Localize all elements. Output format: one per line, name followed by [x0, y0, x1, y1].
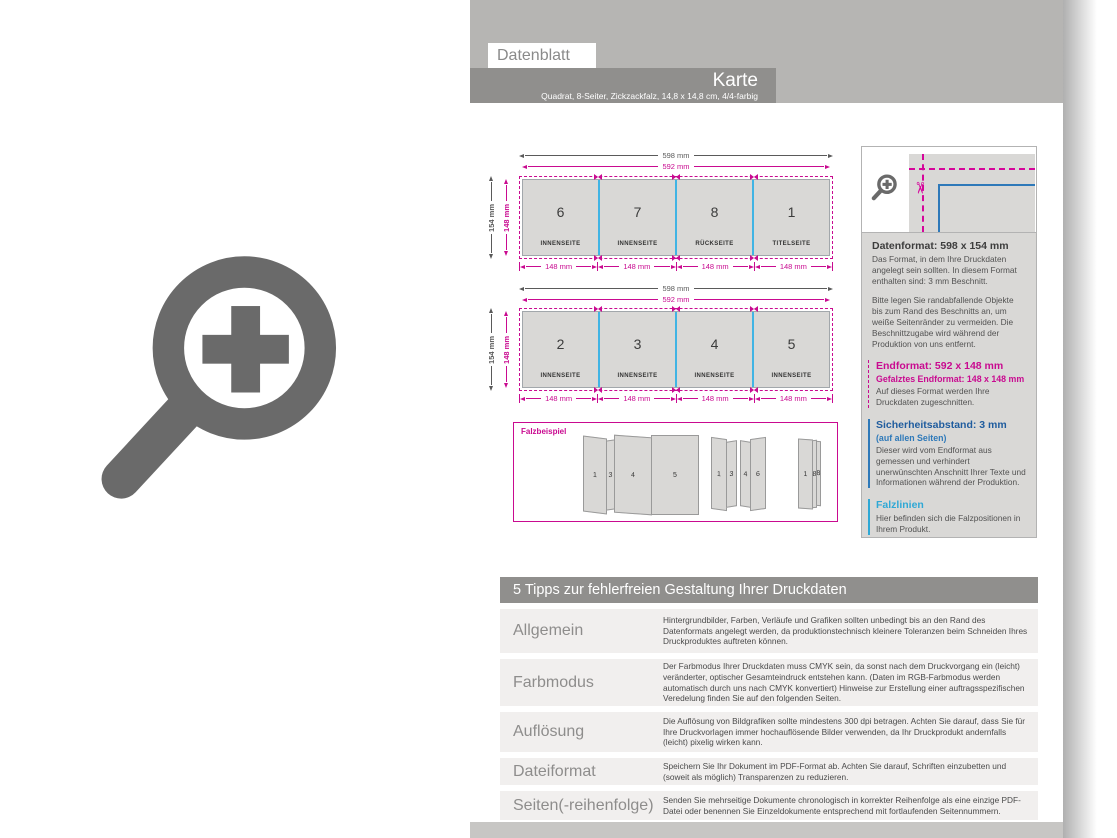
safety-line-horizontal [938, 184, 1035, 186]
fold-mark [672, 255, 680, 261]
fold-example-label: Falzbeispiel [521, 427, 567, 436]
d2-panel-4: 4 INNENSEITE [675, 312, 752, 387]
info-block-endformat: Endformat: 592 x 148 mm Gefalztes Endformat: 148 x 148 mm Auf dieses Format werden Ihre Druckdaten zugeschnitten. [868, 360, 1026, 408]
footer-band [470, 822, 1063, 838]
d2-height-inner-dim: 148 mm [501, 311, 511, 388]
d1-panel-width-dims: 148 mm 148 mm 148 mm 148 mm [519, 262, 833, 271]
info-block-datenformat: Datenformat: 598 x 154 mm Das Format, in dem Ihre Druckdaten angelegt sein sollten. In diesem Format enthalten sind: 3 mm Beschnitt. Bitte legen Sie randabfallende Objekte bis zum Rand des Beschnitts an, um weiße Seitenränder zu vermeiden. Die Beschnittzugabe wird während der Produktion von uns entfernt. [872, 240, 1017, 349]
fold-example-box [513, 422, 838, 522]
d1-panel-1: 1 TITELSEITE [752, 180, 829, 255]
tab-datenblatt: Datenblatt [488, 43, 596, 68]
d1-panel-6: 6 INNENSEITE [540, 204, 581, 247]
fold-mark [672, 387, 680, 393]
d2-sheet [519, 308, 833, 391]
tip-row-seitenreihenfolge: Seiten(-reihenfolge) Senden Sie mehrseitige Dokumente chronologisch in korrekter Reihenfolge als eine einzige PDF-Datei oder benennen Sie Einzeldokumente entsprechend mit fortlaufenden Seitennummern. [500, 791, 1038, 820]
d2-width-inner-dim: 592 mm [522, 295, 830, 304]
d1-panels [522, 179, 830, 256]
d1-width-outer-dim: 598 mm [519, 151, 833, 160]
d2-panel-width-dims: 148 mm 148 mm 148 mm 148 mm [519, 394, 833, 403]
info-block-falzlinien: Falzlinien Hier befinden sich die Falzpositionen in Ihrem Produkt. [868, 499, 1026, 535]
tips-header: 5 Tipps zur fehlerfreien Gestaltung Ihrer Druckdaten [500, 577, 1038, 603]
fold-mark [750, 174, 758, 180]
fold-mark [750, 306, 758, 312]
datasheet-page [470, 0, 1063, 838]
d2-panel-2: 2 INNENSEITE [540, 336, 581, 379]
d2-width-outer-dim: 598 mm [519, 284, 833, 293]
fold-mark [594, 306, 602, 312]
d1-sheet [519, 176, 833, 259]
page-title: Karte [712, 70, 758, 91]
tip-row-dateiformat: Dateiformat Speichern Sie Ihr Dokument im PDF-Format ab. Achten Sie darauf, Schriften einzubetten und (soweit als möglich) Transparenzen zu reduzieren. [500, 758, 1038, 785]
bleed-line-horizontal [909, 168, 1035, 170]
d1-height-inner-dim: 148 mm [501, 179, 511, 256]
d2-panel-3: 3 INNENSEITE [598, 312, 675, 387]
fold-mark [594, 174, 602, 180]
bleed-corner-illustration [909, 154, 1035, 232]
info-body [862, 233, 1036, 535]
safety-line-vertical [938, 184, 940, 232]
d2-panel-5: 5 INNENSEITE [752, 312, 829, 387]
fold-mark [750, 387, 758, 393]
d1-width-inner-dim: 592 mm [522, 162, 830, 171]
scissors-icon: ✂ [910, 181, 928, 195]
tips-section [500, 577, 1038, 826]
fold-mark [750, 255, 758, 261]
d1-panel-8: 8 RÜCKSEITE [675, 180, 752, 255]
d2-height-outer-dim: 154 mm [486, 308, 496, 391]
d1-height-outer-dim: 154 mm [486, 176, 496, 259]
tip-row-farbmodus: Farbmodus Der Farbmodus Ihrer Druckdaten muss CMYK sein, da sonst nach dem Druckvorgang ein (leicht) veränderter, optischer Gesamteindruck entstehen kann. (Daten im RGB-Farbmodus werden automatisch durch uns nach CMYK konvertiert) Hinweise zur Erstellung einer auftragsspezifischen Veredelung finden Sie auf den folgenden Seiten. [500, 659, 1038, 706]
info-panel [861, 146, 1037, 538]
page-shadow [1063, 0, 1097, 838]
zoom-plus-icon [95, 240, 357, 545]
title-bar [470, 68, 776, 103]
fold-mark [594, 387, 602, 393]
d2-panels [522, 311, 830, 388]
tip-row-aufloesung: Auflösung Die Auflösung von Bildgrafiken sollte mindestens 300 dpi betragen. Achten Sie darauf, dass Sie für Ihre Druckvorlagen immer hochauflösende Bilder verwenden, da Ihr Druckprodukt andernfalls (leicht) pixelig wirken kann. [500, 712, 1038, 752]
fold-stage-2: 1 3 4 6 [711, 434, 766, 514]
fold-mark [594, 255, 602, 261]
info-block-sicherheitsabstand: Sicherheitsabstand: 3 mm (auf allen Seiten) Dieser wird vom Endformat aus gemessen und verhindert unerwünschten Anschnitt Ihrer Texte und Informationen während der Produktion. [868, 419, 1026, 488]
fold-stage-3: 1 8 8 [798, 436, 821, 511]
format-preview [862, 147, 1036, 233]
fold-stage-1: 1 3 4 5 [583, 431, 699, 519]
fold-mark [672, 174, 680, 180]
tip-row-allgemein: Allgemein Hintergrundbilder, Farben, Verläufe und Grafiken sollten unbedingt bis an den Rand des Datenformats angelegt werden, da produktionstechnisch kleinere Toleranzen beim Schneiden Ihres Druckproduktes auftreten können. [500, 609, 1038, 653]
page-subtitle: Quadrat, 8-Seiter, Zickzackfalz, 14,8 x 14,8 cm, 4/4-farbig [541, 91, 758, 101]
fold-mark [672, 306, 680, 312]
d1-panel-7: 7 INNENSEITE [598, 180, 675, 255]
zoom-plus-icon [871, 173, 899, 205]
